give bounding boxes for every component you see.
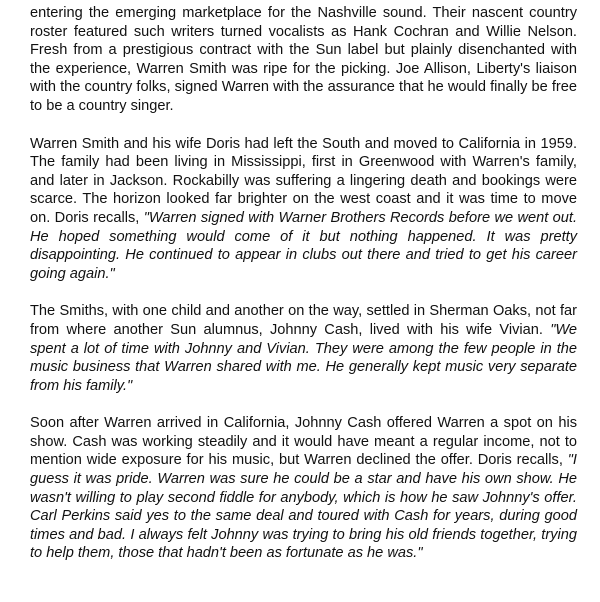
- doris-quote: "We spent a lot of time with Johnny and Vivian. They were among the few people in the music business that Warren shared with me. He generally kept music very separate from his family.": [30, 321, 577, 394]
- paragraph-text: entering the emerging marketplace for the Nashville sound. Their nascent country roster featured such writers turned vocalists as Hank Cochran and Willie Nelson. Fresh from a prestigious contract with the Sun label but plainly disenchanted with the experience, Warren Smith was ripe for the picking. Joe Allison, Liberty's liaison with the country folks, signed Warren with the assurance that he would finally be free to be a country singer.: [30, 5, 577, 114]
- paragraph-cash-offer: [30, 414, 577, 563]
- doris-quote: "I guess it was pride. Warren was sure he could be a star and have his own show. He wasn't willing to play second fiddle for anybody, which is how he saw Johnny's offer. Carl Perkins said yes to the same deal and toured with Cash for years, during good times and bad. I always felt Johnny was trying to bring his old friends together, trying to help them, those that hadn't been as fortunate as he was.": [30, 452, 577, 562]
- paragraph-move-to-california: [30, 135, 577, 284]
- paragraph-sherman-oaks: [30, 302, 577, 395]
- doris-quote: "Warren signed with Warner Brothers Records before we went out. He hoped something would come of it but nothing happened. It was pretty disappointing. He continued to appear in clubs out there and tried to get his career going again.": [30, 209, 577, 282]
- paragraph-liberty-signing: [30, 4, 577, 116]
- text-column: [30, 4, 577, 582]
- paragraph-text: Soon after Warren arrived in California, Johnny Cash offered Warren a spot on his show. Cash was working steadily and it would have meant a regular income, not to mention wide exposure for his music, but Warren declined the offer. Doris recalls,: [30, 415, 577, 469]
- paragraph-text: Warren Smith and his wife Doris had left the South and moved to California in 1959. The family had been living in Mississippi, first in Greenwood with Warren's family, and later in Jackson. Rockabilly was suffering a lingering death and bookings were scarce. The horizon looked far brighter on the west coast and it was time to move on. Doris recalls,: [30, 135, 577, 226]
- paragraph-text: The Smiths, with one child and another on the way, settled in Sherman Oaks, not far from where another Sun alumnus, Johnny Cash, lived with his wife Vivian.: [30, 303, 577, 338]
